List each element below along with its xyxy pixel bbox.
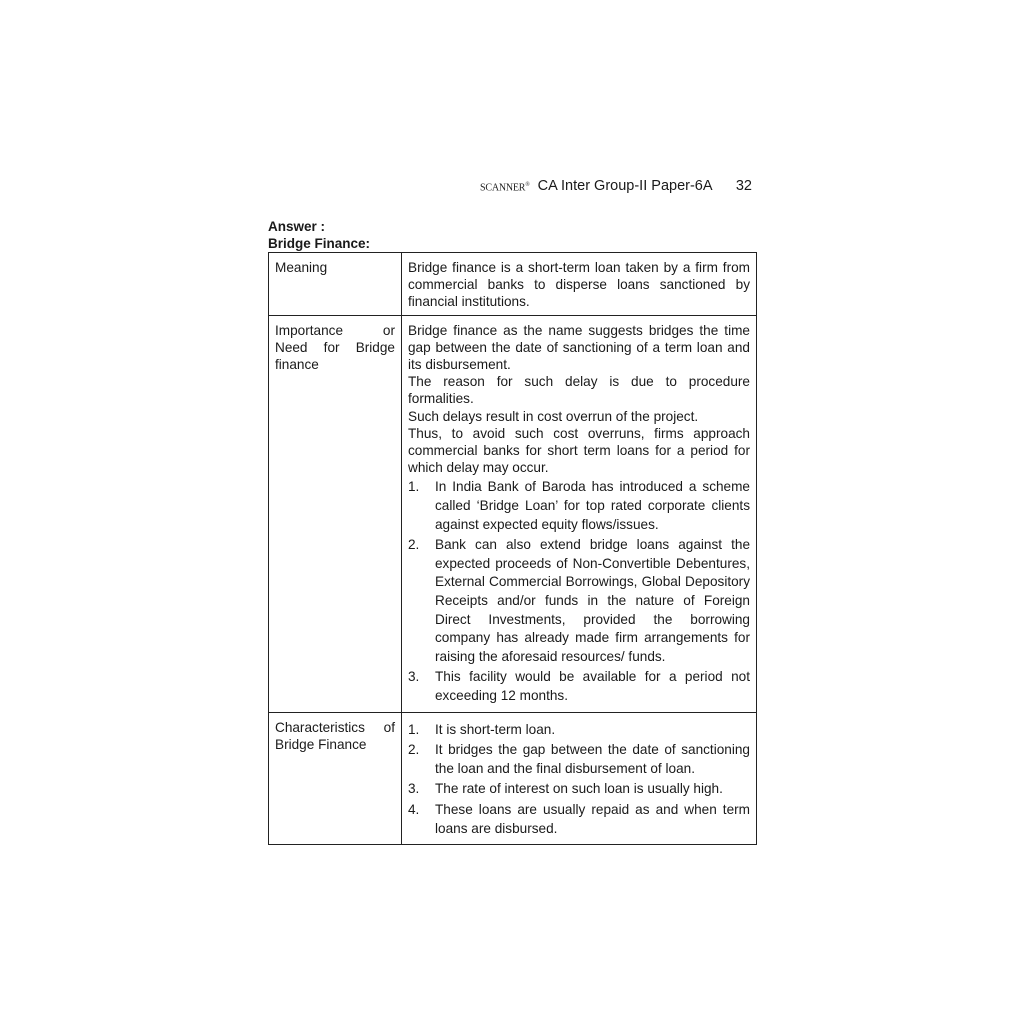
row-label: Meaning bbox=[269, 253, 402, 316]
row-label: Importance or Need for Bridge finance bbox=[269, 315, 402, 712]
paragraph: Such delays result in cost overrun of the project. bbox=[408, 408, 699, 424]
row-content bbox=[402, 712, 757, 845]
page-number: 32 bbox=[735, 178, 752, 194]
list-text: It bridges the gap between the date of sanctioning the loan and the final disbursement of loan. bbox=[435, 742, 750, 776]
list-text: These loans are usually repaid as and when term loans are disbursed. bbox=[435, 801, 750, 836]
table-row-importance bbox=[269, 315, 757, 712]
list-item bbox=[408, 801, 750, 838]
list-item bbox=[408, 721, 750, 740]
numbered-list bbox=[408, 478, 750, 705]
list-item bbox=[408, 741, 750, 778]
list-number: 1. bbox=[408, 479, 420, 495]
page-header bbox=[470, 178, 755, 200]
list-number: 2. bbox=[408, 537, 420, 553]
list-item bbox=[408, 478, 750, 534]
row-content bbox=[402, 253, 757, 316]
list-text: The rate of interest on such loan is usually high. bbox=[435, 781, 723, 797]
paragraph: Thus, to avoid such cost overruns, firms approach commercial banks for short term loans for a period for which delay may occur. bbox=[408, 425, 750, 476]
list-text: Bank can also extend bridge loans against the expected proceeds of Non-Convertible Debentures, External Commercial Borrowings, Global Depository Receipts and/or funds in the nature of Foreign Direct Investments, provided the borrowing company has already made firm arrangements for raising the aforesaid resources/ funds. bbox=[435, 537, 750, 664]
list-number: 2. bbox=[408, 742, 420, 758]
paragraph: The reason for such delay is due to procedure formalities. bbox=[408, 374, 750, 407]
list-number: 3. bbox=[408, 669, 420, 685]
list-text: In India Bank of Baroda has introduced a scheme called ‘Bridge Loan’ for top rated corporate clients against expected equity flows/issues. bbox=[435, 479, 750, 532]
table-row-meaning bbox=[269, 253, 757, 316]
row-label: Characteristics of Bridge Finance bbox=[269, 712, 402, 845]
scanner-logo: SCANNER® bbox=[480, 181, 530, 193]
list-item bbox=[408, 780, 750, 799]
numbered-list bbox=[408, 721, 750, 839]
header-title: CA Inter Group-II Paper-6A bbox=[537, 178, 713, 194]
paragraph: Bridge finance as the name suggests bridges the time gap between the date of sanctioning of a term loan and its disbursement. bbox=[408, 322, 750, 373]
answer-block bbox=[268, 218, 370, 252]
table-row-characteristics bbox=[269, 712, 757, 845]
list-number: 4. bbox=[408, 801, 420, 817]
list-item bbox=[408, 536, 750, 666]
bridge-finance-table bbox=[268, 252, 757, 845]
list-number: 1. bbox=[408, 721, 420, 737]
section-heading: Bridge Finance: bbox=[268, 236, 371, 251]
list-item bbox=[408, 668, 750, 705]
row-content bbox=[402, 315, 757, 712]
paragraph: Bridge finance is a short-term loan taken by a firm from commercial banks to disperse loans sanctioned by financial institutions. bbox=[408, 260, 750, 310]
list-number: 3. bbox=[408, 781, 420, 797]
list-text: This facility would be available for a period not exceeding 12 months. bbox=[435, 669, 750, 703]
answer-label: Answer : bbox=[268, 219, 326, 234]
list-text: It is short-term loan. bbox=[435, 721, 556, 737]
